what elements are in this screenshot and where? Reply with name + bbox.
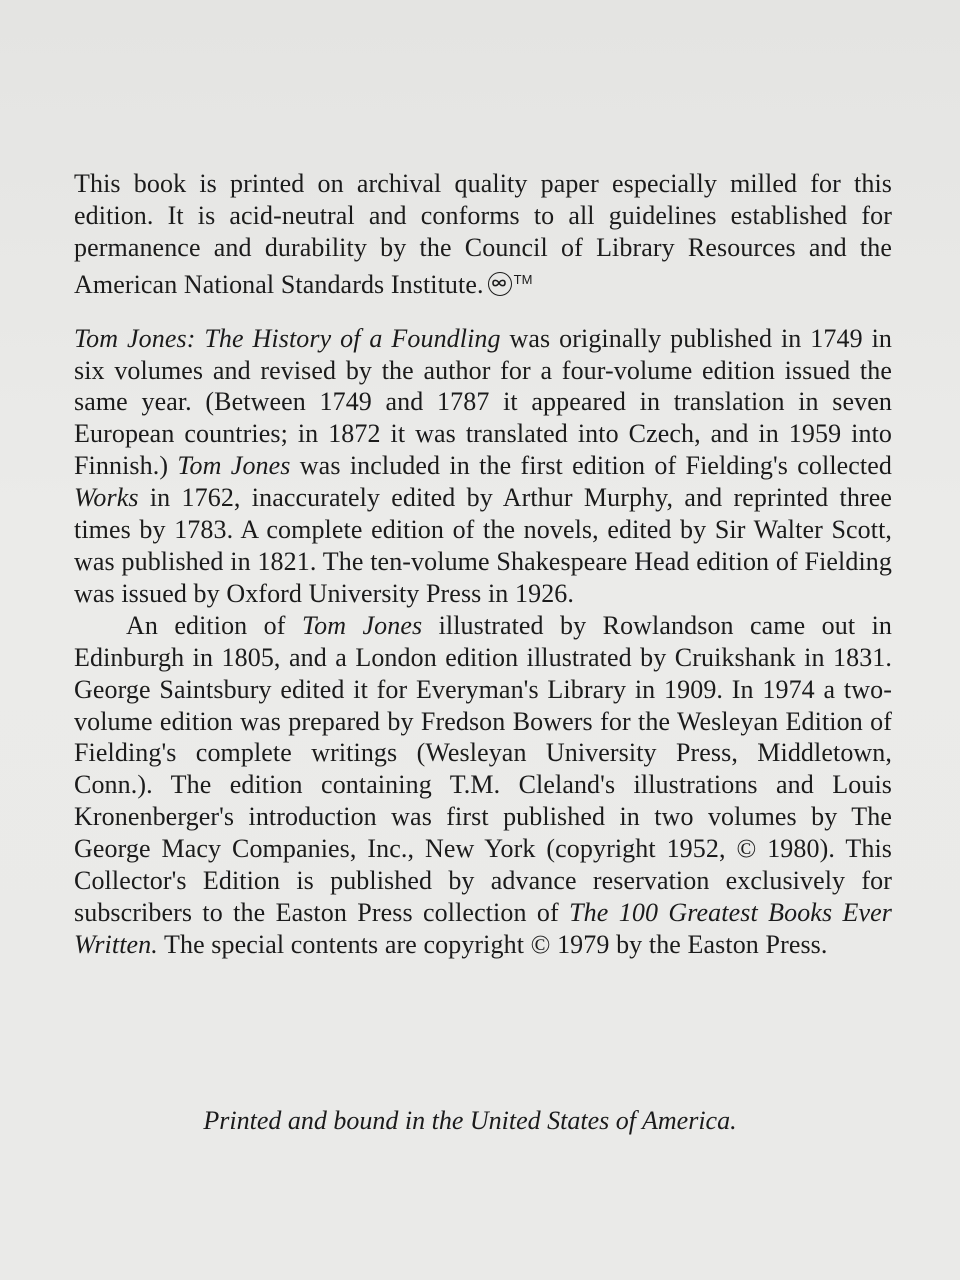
book-title: Tom Jones: The History of a Foundling	[74, 323, 501, 353]
history-text-2: was included in the first edition of Fielding's collected	[290, 451, 892, 481]
history-text-1: was originally published in 1749 in six volumes and revised by the author for a four-volume edition issued the same year. (Between 1749 and 1787 it appeared in translation in seven European countries; in 1872 it was translated into Czech, and in 1959 into Finnish.)	[74, 323, 892, 481]
edition-history-paragraph	[74, 610, 892, 961]
paper-standard-marks	[484, 270, 533, 299]
paper-note-text: This book is printed on archival quality paper especially milled for this edition. It is acid-neutral and conforms to all guidelines established for permanence and durability by the Council of Library Resources and the American National Standards Institute.	[74, 169, 892, 299]
edition-text-3: The special contents are copyright © 1979 by the Easton Press.	[157, 929, 828, 959]
book-title-2: Tom Jones	[177, 451, 291, 481]
history-text-3: in 1762, inaccurately edited by Arthur Murphy, and reprinted three times by 1783. A complete edition of the novels, edited by Sir Walter Scott, was published in 1821. The ten-volume Shakespeare Head edition of Fielding was issued by Oxford University Press in 1926.	[74, 483, 892, 608]
printed-in-line: Printed and bound in the United States of America.	[203, 1106, 737, 1135]
publication-history-paragraph	[74, 323, 892, 610]
edition-text-1: An edition of	[126, 610, 302, 640]
edition-text-2: illustrated by Rowlandson came out in Edinburgh in 1805, and a London edition illustrated by Cruikshank in 1831. George Saintsbury edited it for Everyman's Library in 1909. In 1974 a two-volume edition was prepared by Fredson Bowers for the Wesleyan Edition of Fielding's complete writings (Wesleyan University Press, Middletown, Conn.). The edition containing T.M. Cleland's illustrations and Louis Kronenberger's introduction was first published in two volumes by The George Macy Companies, Inc., New York (copyright 1952, © 1980). This Collector's Edition is published by advance reservation exclusively for subscribers to the Easton Press collection of	[74, 610, 893, 927]
infinity-in-circle-icon	[488, 272, 512, 296]
works-title: Works	[74, 483, 139, 513]
trademark-mark: TM	[513, 271, 533, 287]
collection-title: The 100 Greatest Books Ever Written.	[74, 897, 892, 959]
book-title-3: Tom Jones	[301, 610, 423, 640]
copyright-page	[74, 168, 892, 961]
paper-note-paragraph	[74, 168, 892, 301]
